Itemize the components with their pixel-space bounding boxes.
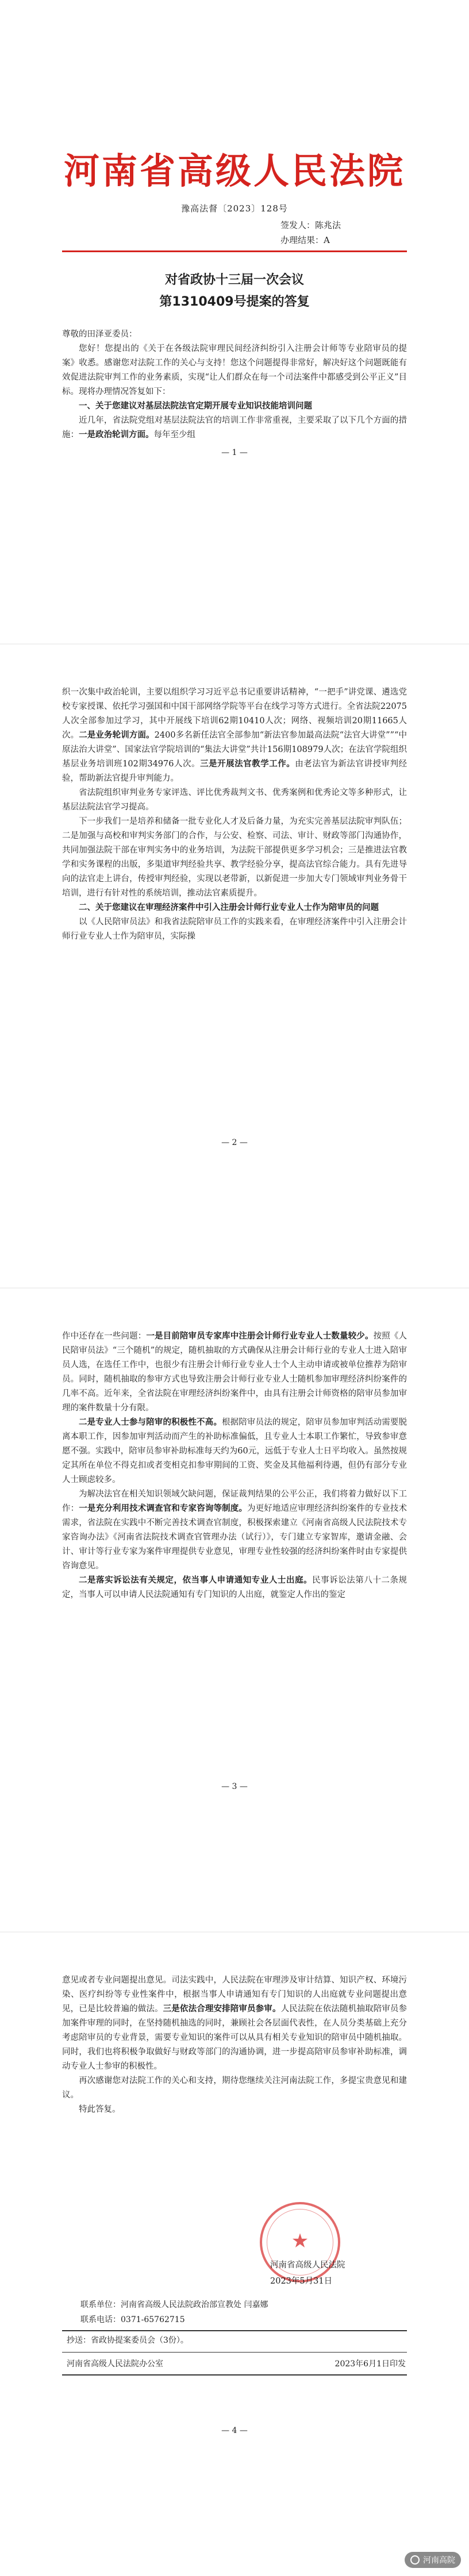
paragraph [62,1329,407,1416]
bold-run: 一是充分利用技术调查官和专家咨询等制度。 [79,1504,248,1513]
issue-date: 2023年6月1日印发 [335,2359,406,2369]
page-number: — 2 — [221,1138,248,1147]
bold-run: 二是业务轮训方面。 [79,731,155,740]
paragraph [62,1574,407,1602]
section-heading-2: 二、关于您建议在审理经济案件中引入注册会计师行业专业人士作为陪审员的问题 [79,903,379,912]
text-run: 按照《人民陪审员法》“三个随机”的规定，随机抽取的方式确保从注册会计师行业的专业人士进入陪审员人选，在选任工作中，也很少有注册会计师行业专业人士个人主动申请或被单位推荐为陪审员。同时，随机抽取的参审方式也导致注册会计师行业专业人士随机参加审理经济纠纷案件的几率不高。近年来，全省法院在审理经济纠纷案件中，由具有注册会计师资格的陪审员参加审理的案件数量十分有限。 [62,1332,408,1413]
page-3 [0,1288,469,1932]
document-title-line2: 第1310409号提案的答复 [159,295,310,309]
rule-bottom [62,2374,407,2376]
paragraph [62,414,407,442]
rule-top [62,2330,407,2331]
page-number: — 3 — [221,1782,248,1791]
paragraph [62,1973,407,2074]
bold-run: 一是目前陪审员专家库中注册会计师行业专业人士数量较少。 [146,1332,374,1341]
watermark-badge [405,2552,461,2568]
page-1 [0,0,469,644]
bold-run: 三是开展法官教学工作。 [200,759,295,769]
page-number: — 1 — [221,448,248,457]
text-run: 民事诉讼法第八十二条规定，当事人可以申请人民法院通知有专门知识的人出庭，就鉴定人作出的鉴定 [62,1576,407,1599]
bold-run: 一是政治轮训方面。 [79,430,154,439]
text-run: 为更好地适应审理经济纠纷案件的专业技术需求，省法院在实践中不断完善技术调查官制度，积极探索建立《河南省高级人民法院技术专家咨询办法》《河南省法院技术调查官管理办法（试行）》，专门建立专家智库，邀请金融、会计、审计等行业专家为案件审理提供专业意见，审理专业性较强的经济纠纷案件时由专家提供咨询意见。 [62,1504,408,1571]
intro-paragraph: 您好！您提出的《关于在各级法院审理民间经济纠纷引入注册会计师等专业陪审员的提案》收悉。感谢您对法院工作的关心与支持！您这个问题提得非常好，解决好这个问题既能有效促进法院审判工作的业务素质，实现“让人们群众在每一个司法案件中都感受到公平正义”目标。现将办理情况答复如下： [62,344,407,396]
text-run: 人民法院在依法随机抽取陪审员参加案件审理的同时，在坚持随机抽选的同时，兼顾社会各层面代表性，在人员分类基础上充分考虑陪审员的专业背景，需要专业知识的案件可以从具有相关专业知识的陪审员中随机抽取。同时，我们也将积极争取做好与财政等部门的沟通协调，进一步提高陪审员参审补助标准，调动专业人士参审的积极性。 [62,2004,408,2071]
bold-run: 三是依法合理安排陪审员参审。 [163,2004,281,2014]
watermark-logo-icon [410,2555,420,2565]
contact-phone: 联系电话：0371-65762715 [80,2315,185,2324]
rule-middle [62,2352,407,2353]
bold-run: 二是专业人士参与陪审的积极性不高。 [79,1418,222,1427]
bold-run: 二是落实诉讼法有关规定，依当事人申请通知专业人士出庭。 [79,1576,313,1585]
result-grade: 办理结果：A [280,235,330,245]
watermark-text: 河南高院 [423,2556,455,2565]
closing: 特此答复。 [79,2105,121,2114]
paragraph: 以《人民陪审员法》和我省法院陪审员工作的实践来看，在审理经济案件中引入注册会计师行业专业人士作为陪审员，实际操 [62,917,407,941]
text-run: 2400多名新任法官全部参加“新法官参加最高法院“法官大讲堂””“中原法治大讲堂”、国家法官学院培训的“集法大讲堂”共计156期108979人次；在法官学院组织基层业务培训班102期34976人次。 [62,731,408,769]
signing-date: 2023年5月31日 [270,2277,333,2286]
document-number: 豫高法督〔2023〕128号 [181,203,288,214]
text-run: 根据陪审员法的规定，陪审员参加审判活动需要脱离本职工作，因参加审判活动而产生的补助标准偏低，且专业人士本职工作繁忙，导致参审意愿不强。实践中，陪审员参审补助标准每天约为60元，远低于专业人士日平均收入。虽然按规定其所在单位不得克扣或者变相克扣参审期间的工资、奖金及其他福利待遇，但仍有部分专业人士顾虑较多。 [62,1418,408,1484]
text-run: 意见或者专业问题提出意见。司法实践中，人民法院在审理涉及审计结算、知识产权、环境污染、医疗纠纷等专业性案件中，根据当事人申请通知有专门知识的人出庭就专业问题提出意见，已是比较普遍的做法。 [62,1976,407,2014]
text-run: 织一次集中政治轮训，主要以组织学习习近平总书记重要讲话精神，“一把手”讲党课、遴选党校专家授课、依托学习强国和中国干部网络学院等平台在线学习等方式进行。全省法院22075人次全部参加过学习，其中开展线下培训62期10410人次；网络、视频培训20期11665人次。 [62,688,407,740]
signer: 签发人：陈兆法 [280,220,341,230]
page-4 [0,1932,469,2576]
text-run: 近几年，省法院党组对基层法院法官的培训工作非常重视，主要采取了以下几个方面的措施： [62,416,407,439]
paragraph [62,1416,407,1487]
paragraph: 下一步我们一是培养和储备一批专业化人才及后备力量，为充实完善基层法院审判队伍；二是加强与高校和审判实务部门的合作，与公安、检察、司法、审计、财政等部门沟通协作，共同加强法院干部在审判实务中的业务培训，为法院干部提供更多学习机会；三是推进法官教学和实务课程的出版，多渠道审判经验共享、教学经验分享，提高法官综合能力。具有先进导向的法官走上讲台，传授审判经验，实现以老带新，以新促进一步加大专门领域审判业务骨干培训，进行有针对性的系统培训，推动法官素质提升。 [62,817,407,898]
text-run: 为解决法官在相关知识领域欠缺问题，保证裁判结果的公平公正，我们将着力做好以下工作： [62,1490,407,1513]
red-divider [62,250,407,252]
contact-unit: 联系单位：河南省高级人民法院政治部宣教处 闫嘉娜 [80,2300,268,2309]
text-run: 由老法官为新法官讲授审判经验，帮助新法官提升审判能力。 [62,759,408,783]
section-heading-1: 一、关于您建议对基层法院法官定期开展专业知识技能培训问题 [79,402,312,411]
page1-body [62,327,407,442]
issuing-office: 河南省高级人民法院办公室 [67,2359,163,2369]
salutation: 尊敬的田泽亚委员： [62,330,137,339]
page2-body [62,685,407,944]
seal-star-icon: ★ [291,2230,309,2253]
page3-body [62,1329,407,1602]
official-seal-icon [260,2202,340,2282]
paragraph [62,685,407,786]
signing-organization: 河南省高级人民法院 [270,2261,345,2270]
paragraph: 再次感谢您对法院工作的关心和支持，期待您继续关注河南法院工作，多提宝贵意见和建议。 [62,2076,407,2100]
page-number: — 4 — [221,2426,248,2435]
page-2 [0,644,469,1288]
paragraph [62,1487,407,1574]
text-run: 作中还存在一些问题： [62,1332,147,1341]
paragraph: 省法院组织审判业务专家评选、评比优秀裁判文书、优秀案例和优秀论文等多种形式，让基层法院法官学习提高。 [62,788,407,812]
document-title-line1: 对省政协十三届一次会议 [164,273,304,287]
masthead-title: 河南省高级人民法院 [63,150,405,192]
text-run: 每年至少组 [153,430,195,439]
page4-body [62,1973,407,2117]
cc-line: 抄送：省政协提案委员会（3份）。 [67,2336,189,2345]
